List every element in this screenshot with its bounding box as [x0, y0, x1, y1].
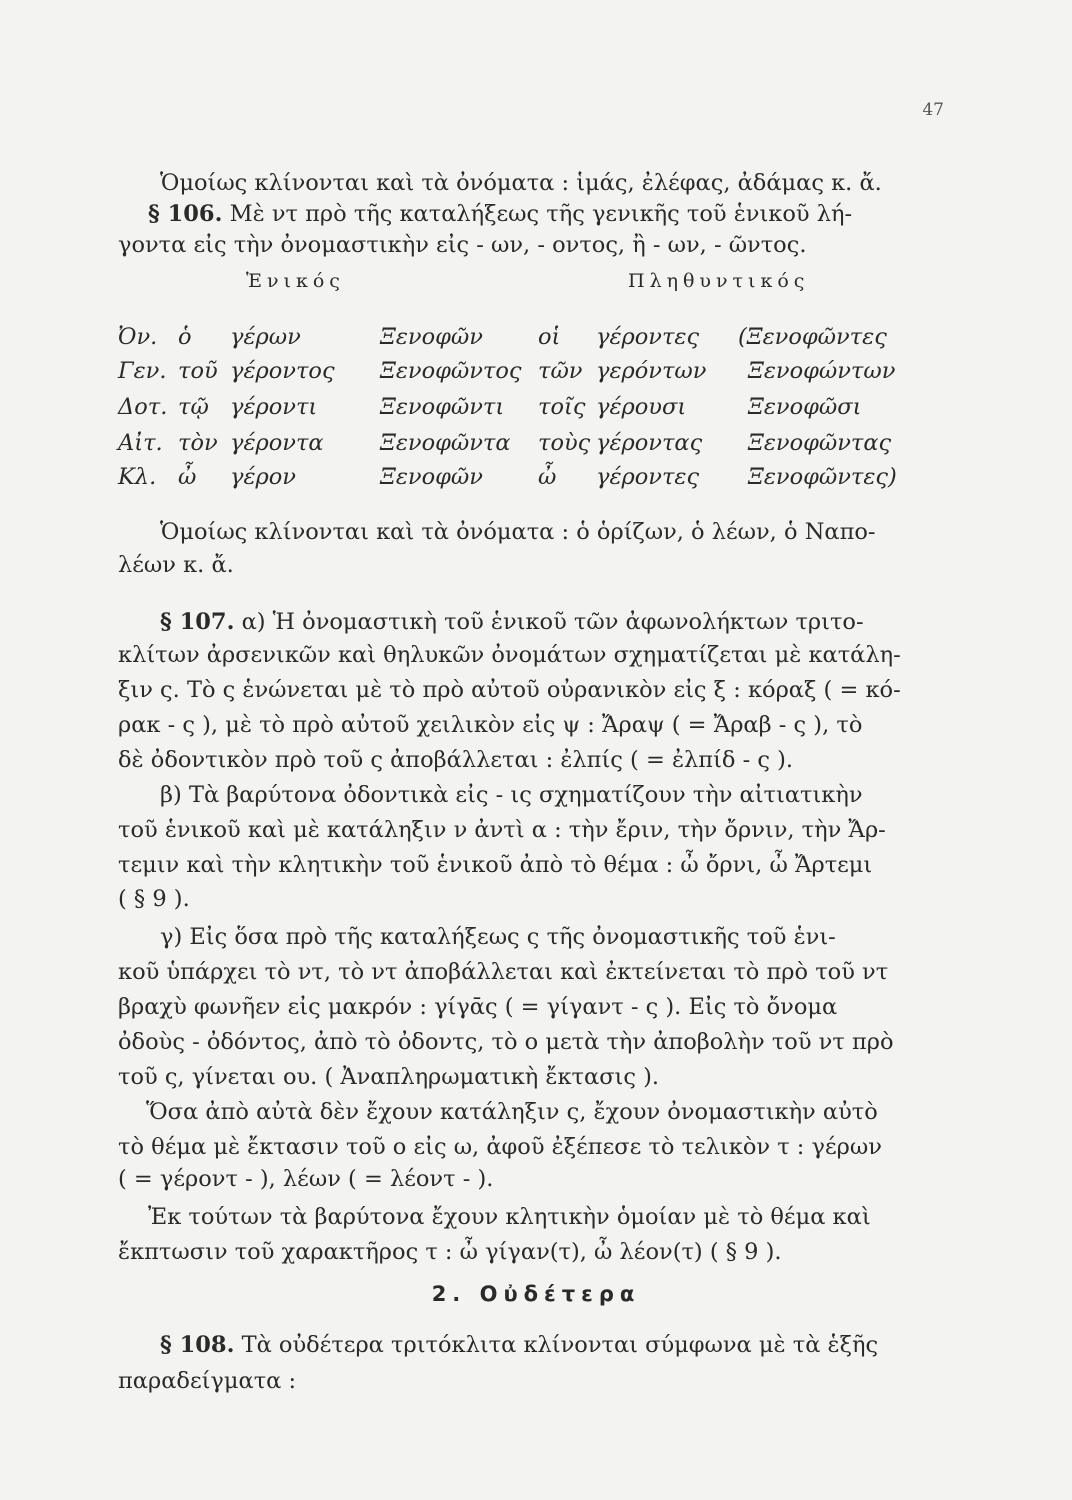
- section-107-text-1: α) Ἡ ὀνομαστικὴ τοῦ ἑνικοῦ τῶν ἀφωνολήκτων τριτο-: [241, 609, 864, 635]
- section-108-text-1: Τὰ οὐδέτερα τριτόκλιτα κλίνονται σύμφωνα μὲ τὰ ἑξῆς: [241, 1332, 879, 1358]
- section-107-line-12: βραχὺ φωνῆεν εἰς μακρόν : γίγᾱς ( = γίγαντ - ς ). Εἰς τὸ ὄνομα: [118, 994, 838, 1020]
- section-107-line-15: Ὅσα ἀπὸ αὐτὰ δὲν ἔχουν κατάληξιν ς, ἔχουν ὀνομαστικὴν αὐτὸ: [146, 1099, 878, 1125]
- section-107-line-16: τὸ θέμα μὲ ἔκτασιν τοῦ ο εἰς ω, ἀφοῦ ἐξέπεσε τὸ τελικὸν τ : γέρων: [118, 1134, 882, 1160]
- case-label: Ὀν.: [118, 324, 158, 350]
- word-geron: γέροντα: [230, 430, 324, 456]
- table-header-singular: Ἑνικός: [246, 270, 345, 292]
- paragraph-similar-declension-2-line-1: Ὁμοίως κλίνονται καὶ τὰ ὀνόματα : ὁ ὁρίζων, ὁ λέων, ὁ Ναπο-: [160, 519, 876, 545]
- section-108-line-2: παραδείγματα :: [118, 1368, 297, 1394]
- word-xenophon: Ξενοφῶντι: [380, 394, 505, 420]
- section-107-line-1: [160, 607, 980, 637]
- section-106-number: § 106.: [148, 201, 223, 227]
- section-107-line-7: τοῦ ἑνικοῦ καὶ μὲ κατάληξιν ν ἀντὶ α : τὴν ἔριν, τὴν ὄρνιν, τὴν Ἄρ-: [118, 817, 886, 843]
- article: τῷ: [178, 394, 209, 420]
- section-106-text-1: Μὲ ντ πρὸ τῆς καταλήξεως τῆς γενικῆς τοῦ ἑνικοῦ λή-: [229, 201, 853, 227]
- case-label: Γεν.: [118, 358, 167, 384]
- section-107-line-18: Ἐκ τούτων τὰ βαρύτονα ἔχουν κλητικὴν ὁμοίαν μὲ τὸ θέμα καὶ: [148, 1204, 871, 1230]
- plural-xenophon: Ξενοφώντων: [748, 358, 896, 384]
- section-107-line-6: β) Τὰ βαρύτονα ὀδοντικὰ εἰς - ις σχηματίζουν τὴν αἰτιατικὴν: [160, 782, 863, 808]
- case-label: Κλ.: [118, 464, 157, 490]
- section-107-line-17: ( = γέροντ - ), λέων ( = λέοντ - ).: [118, 1166, 494, 1192]
- paragraph-similar-declension-2-line-2: λέων κ. ἄ.: [118, 552, 234, 578]
- section-107-line-14: τοῦ ς, γίνεται ου. ( Ἀναπληρωματικὴ ἔκτασις ).: [118, 1064, 660, 1090]
- case-label: Δοτ.: [118, 394, 168, 420]
- plural-xenophon: Ξενοφῶντες): [748, 464, 897, 490]
- table-row: [118, 460, 938, 494]
- word-geron: γέρων: [230, 324, 301, 350]
- plural-geron: γέροντες: [596, 464, 700, 490]
- section-106-line-2: γοντα εἰς τὴν ὀνομαστικὴν εἰς - ων, - οντος, ἢ - ων, - ῶντος.: [118, 232, 807, 258]
- section-107-line-3: ξιν ς. Τὸ ς ἑνώνεται μὲ τὸ πρὸ αὐτοῦ οὐρανικὸν εἰς ξ : κόραξ ( = κό-: [118, 677, 901, 703]
- plural-article: ὦ: [538, 464, 557, 490]
- word-xenophon: Ξενοφῶντα: [380, 430, 511, 456]
- word-geron: γέρον: [230, 464, 296, 490]
- section-107-line-13: ὀδοὺς - ὀδόντος, ἀπὸ τὸ ὀδοντς, τὸ ο μετὰ τὴν ἀποβολὴν τοῦ ντ πρὸ: [118, 1029, 894, 1055]
- table-header-plural: Πληθυντικός: [628, 270, 810, 292]
- word-xenophon: Ξενοφῶντος: [380, 358, 522, 384]
- plural-article: οἱ: [538, 324, 561, 350]
- word-xenophon: Ξενοφῶν: [380, 464, 483, 490]
- section-108-line-1: [160, 1330, 980, 1360]
- section-107-line-19: ἔκπτωσιν τοῦ χαρακτῆρος τ : ὦ γίγαν(τ), ὦ λέον(τ) ( § 9 ).: [118, 1239, 782, 1265]
- section-107-line-4: ρακ - ς ), μὲ τὸ πρὸ αὐτοῦ χειλικὸν εἰς ψ : Ἄραψ ( = Ἄραβ - ς ), τὸ: [118, 712, 863, 738]
- section-107-line-5: δὲ ὀδοντικὸν πρὸ τοῦ ς ἀποβάλλεται : ἐλπίς ( = ἐλπίδ - ς ).: [118, 747, 794, 773]
- plural-geron: γέροντες: [596, 324, 700, 350]
- section-106-line-1: [148, 199, 968, 229]
- page-number: 47: [922, 100, 944, 120]
- section-107-line-10: γ) Εἰς ὅσα πρὸ τῆς καταλήξεως ς τῆς ὀνομαστικῆς τοῦ ἑνι-: [160, 924, 836, 950]
- section-107-line-9: ( § 9 ).: [118, 886, 190, 912]
- case-label: Αἰτ.: [118, 430, 163, 456]
- word-xenophon: Ξενοφῶν: [380, 324, 483, 350]
- plural-geron: γερόντων: [596, 358, 707, 384]
- table-row: [118, 354, 938, 388]
- table-row: [118, 390, 938, 424]
- article: ὁ: [178, 324, 192, 350]
- plural-xenophon: (Ξενοφῶντες: [738, 324, 887, 350]
- plural-geron: γέρουσι: [596, 394, 687, 420]
- section-108-number: § 108.: [160, 1332, 235, 1358]
- plural-article: τοῖς: [538, 394, 586, 420]
- article: τὸν: [178, 430, 218, 456]
- plural-geron: γέροντας: [596, 430, 703, 456]
- table-row: [118, 426, 938, 460]
- section-107-number: § 107.: [160, 609, 235, 635]
- plural-article: τῶν: [538, 358, 583, 384]
- article: ὦ: [178, 464, 197, 490]
- word-geron: γέροντος: [230, 358, 335, 384]
- word-geron: γέροντι: [230, 394, 318, 420]
- section-107-line-8: τεμιν καὶ τὴν κλητικὴν τοῦ ἑνικοῦ ἀπὸ τὸ θέμα : ὦ ὄρνι, ὦ Ἄρτεμι: [118, 852, 873, 878]
- plural-xenophon: Ξενοφῶντας: [748, 430, 892, 456]
- plural-xenophon: Ξενοφῶσι: [748, 394, 862, 420]
- section-107-line-2: κλίτων ἀρσενικῶν καὶ θηλυκῶν ὀνομάτων σχηματίζεται μὲ κατάλη-: [118, 642, 901, 668]
- plural-article: τοὺς: [538, 430, 591, 456]
- article: τοῦ: [178, 358, 218, 384]
- section-2-title: 2. Οὐδέτερα: [431, 1282, 641, 1306]
- section-107-line-11: κοῦ ὑπάρχει τὸ ντ, τὸ ντ ἀποβάλλεται καὶ ἐκτείνεται τὸ πρὸ τοῦ ντ: [118, 959, 889, 985]
- table-row: [118, 320, 938, 354]
- paragraph-similar-declension-1: Ὁμοίως κλίνονται καὶ τὰ ὀνόματα : ἱμάς, ἐλέφας, ἀδάμας κ. ἄ.: [160, 170, 882, 196]
